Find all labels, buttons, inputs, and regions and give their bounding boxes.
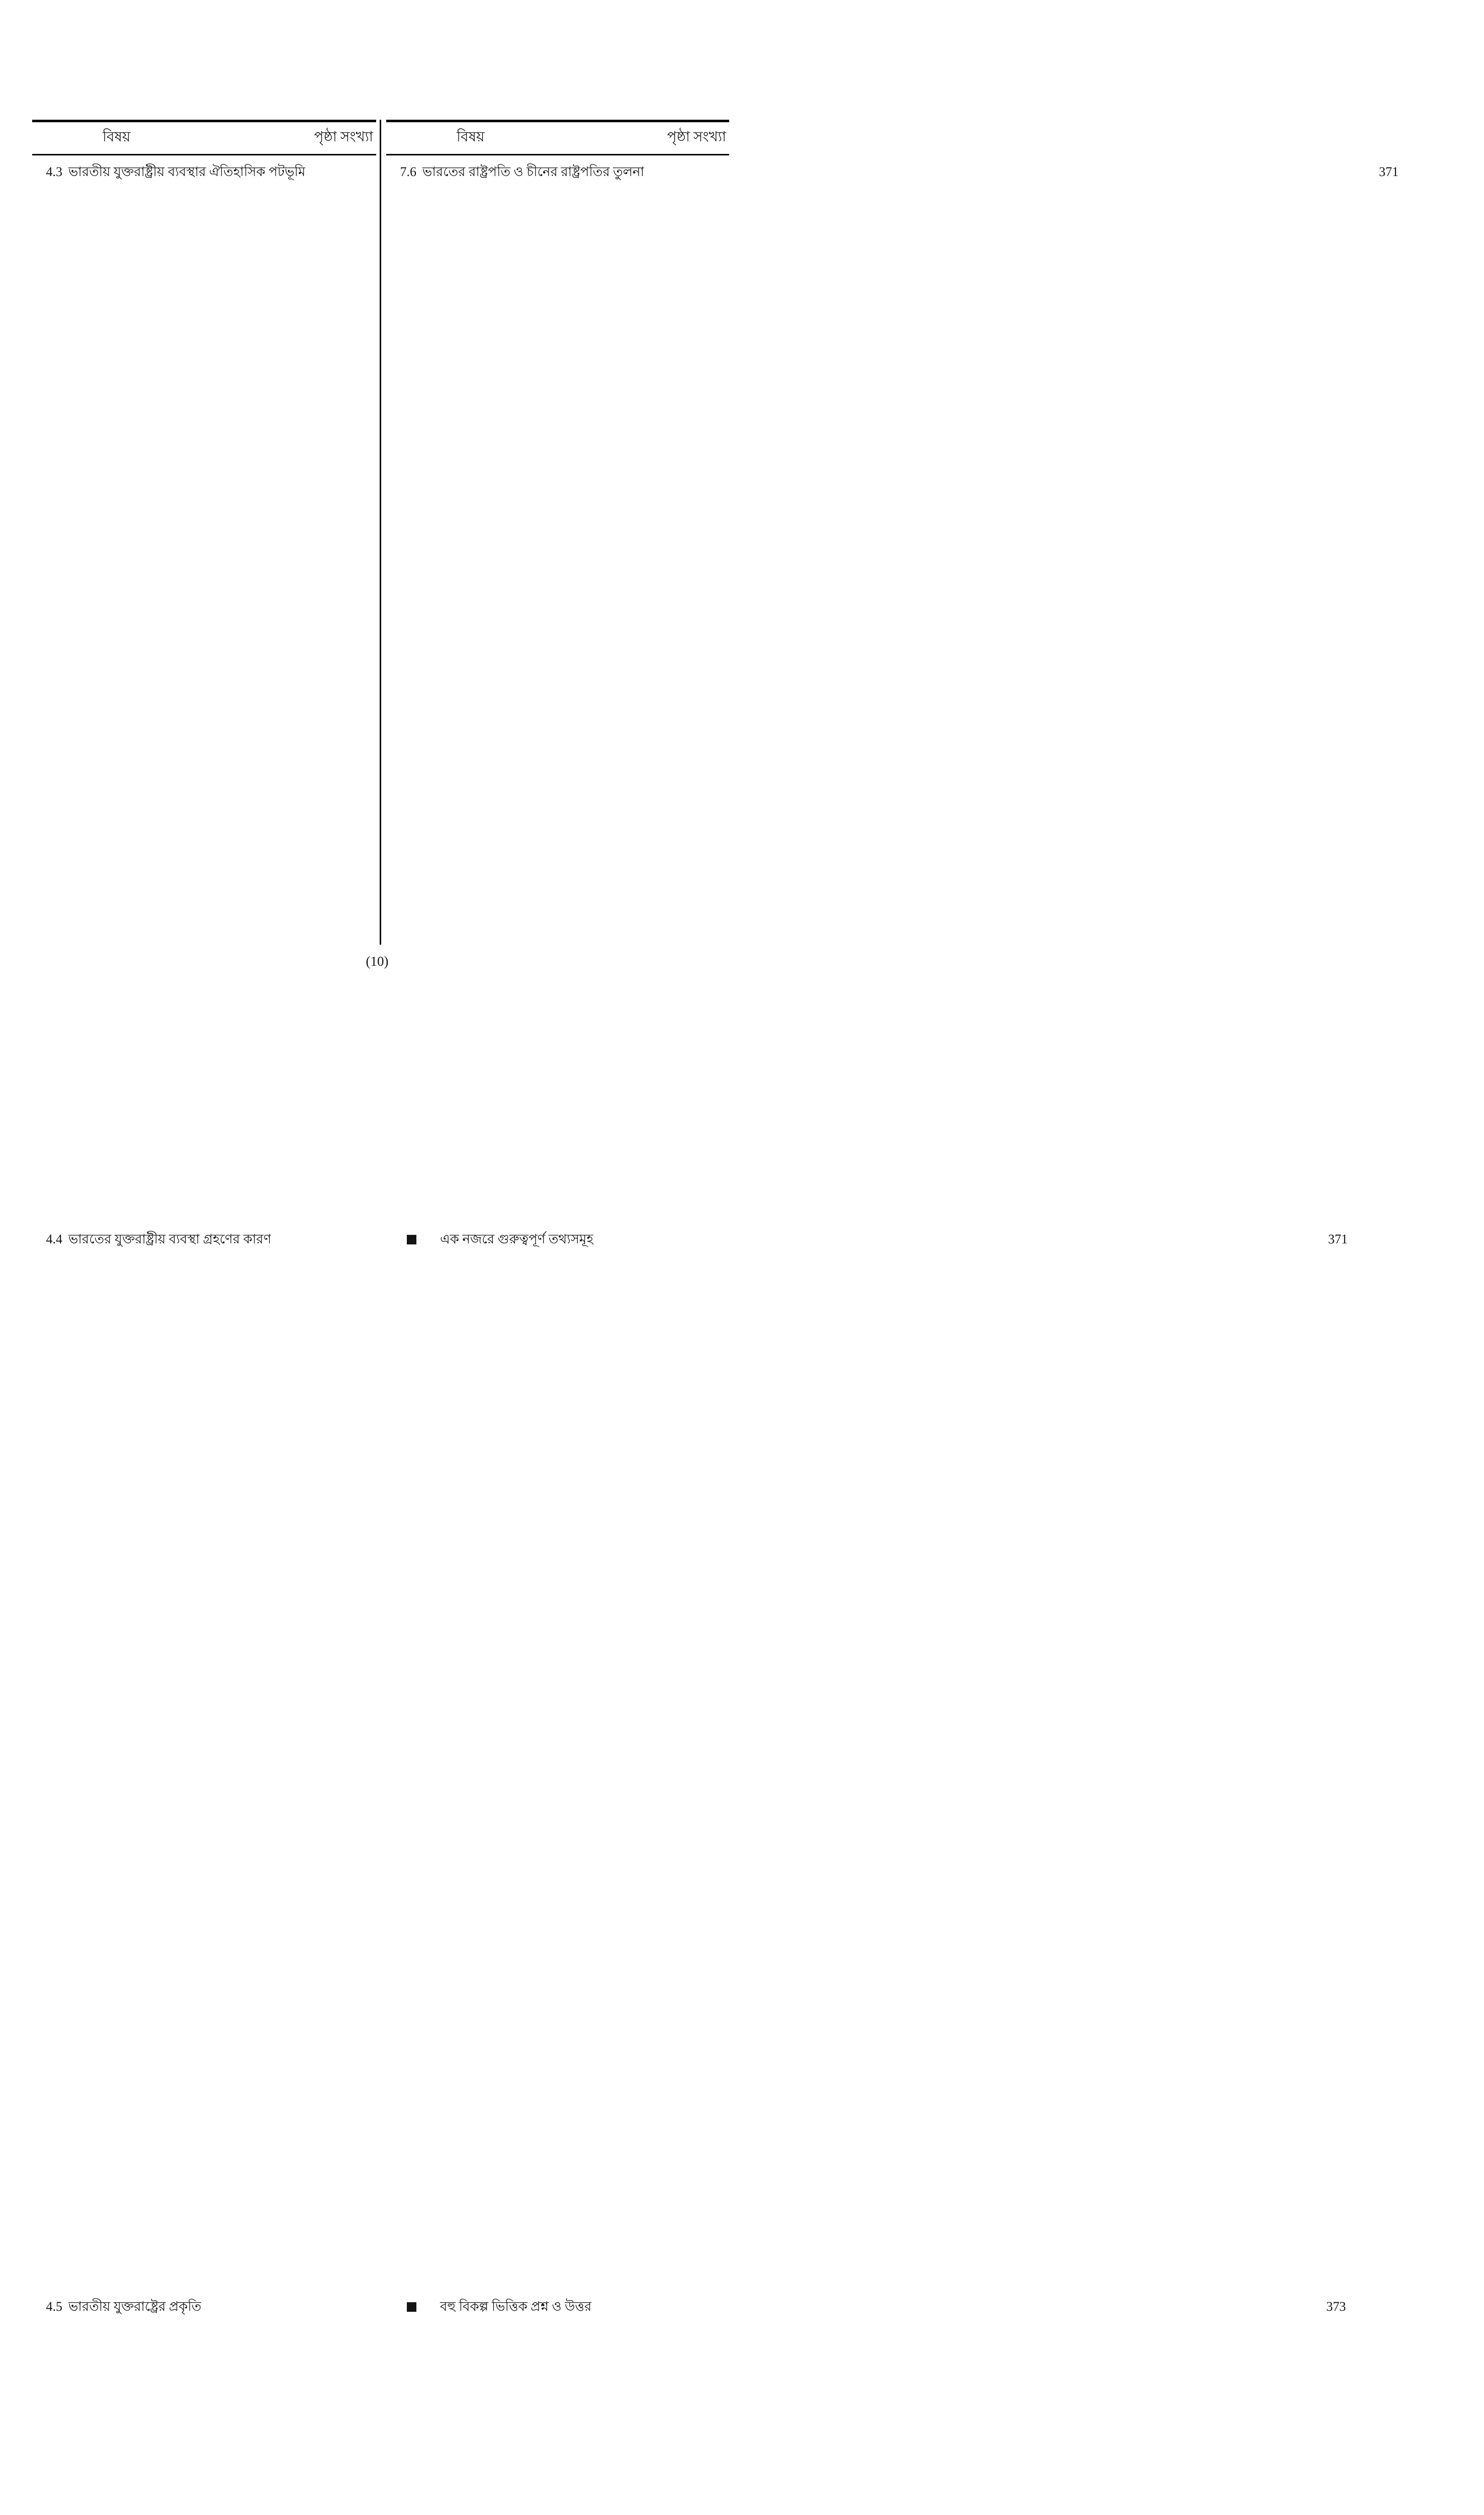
column-header-right bbox=[386, 120, 729, 155]
toc-bullet-row bbox=[386, 1230, 1348, 2298]
subject-header-label: বিষয় bbox=[103, 129, 131, 145]
bullet-square-icon bbox=[407, 1235, 416, 1244]
toc-item-row bbox=[32, 1230, 376, 2298]
entry-title: ভারতের রাষ্ট্রপতি ও চীনের রাষ্ট্রপতির তুলনা bbox=[422, 164, 645, 179]
column-divider-rule bbox=[380, 120, 381, 945]
toc-entries-right bbox=[386, 163, 1399, 2515]
toc-column-right bbox=[386, 120, 1399, 2515]
toc-entries-left bbox=[32, 163, 376, 2515]
column-header-left bbox=[32, 120, 376, 155]
entry-page-number: 371 bbox=[644, 163, 1399, 1230]
toc-item-row bbox=[32, 163, 376, 1230]
entry-number: 7.6 bbox=[400, 164, 416, 179]
toc-item-row bbox=[32, 2298, 376, 2515]
entry-page-number: 373 bbox=[591, 2298, 1346, 2515]
entry-title: ভারতের যুক্তরাষ্ট্রীয় ব্যবস্থা গ্রহণের কারণ bbox=[68, 1232, 272, 1246]
entry-number: 4.3 bbox=[46, 164, 62, 179]
entry-title: ভারতীয় যুক্তরাষ্ট্রের প্রকৃতি bbox=[68, 2299, 202, 2314]
entry-title: এক নজরে গুরুত্বপূর্ণ তথ্যসমূহ bbox=[440, 1232, 594, 1246]
bullet-marker-cell bbox=[386, 1230, 416, 1248]
book-page-number: (10) bbox=[366, 954, 389, 969]
subject-header-label: বিষয় bbox=[457, 129, 485, 145]
entry-number: 4.5 bbox=[46, 2299, 62, 2314]
entry-title: ভারতীয় যুক্তরাষ্ট্রীয় ব্যবস্থার ঐতিহাসিক পটভূমি bbox=[68, 164, 306, 179]
toc-item-row bbox=[386, 163, 1399, 1230]
bullet-square-icon bbox=[407, 2302, 416, 2312]
toc-column-left bbox=[32, 120, 376, 2515]
page-number-header-label: পৃষ্ঠা সংখ্যা bbox=[314, 129, 373, 145]
entry-title: বহু বিকল্প ভিত্তিক প্রশ্ন ও উত্তর bbox=[440, 2299, 592, 2314]
toc-bullet-row bbox=[386, 2298, 1346, 2515]
entry-number: 4.4 bbox=[46, 1232, 62, 1246]
entry-page-number: 371 bbox=[593, 1230, 1348, 2298]
page-number-header-label: পৃষ্ঠা সংখ্যা bbox=[667, 129, 726, 145]
bullet-marker-cell bbox=[386, 2298, 416, 2316]
